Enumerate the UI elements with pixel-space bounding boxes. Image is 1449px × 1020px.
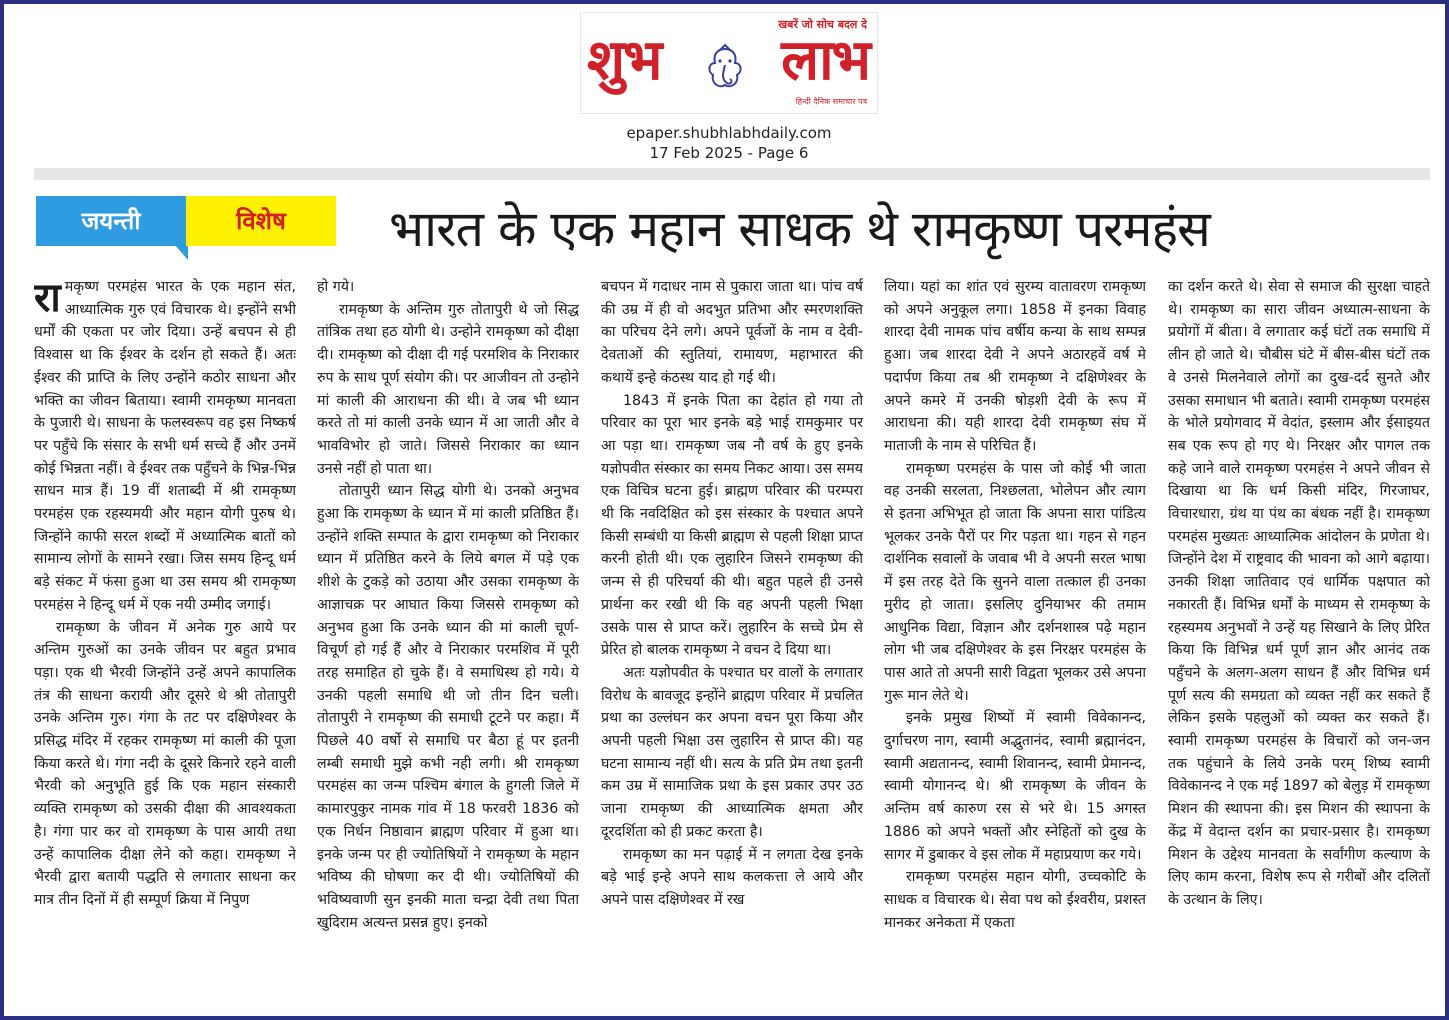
article-paragraph: तोतापुरी ध्यान सिद्ध योगी थे। उनको अनुभव हुआ कि रामकृष्ण के ध्यान में मां काली प्रतिष्ठित हैं। उन्होंने शक्ति सम्पात के द्वारा रामकृष्ण को निराकार ध्यान में प्रतिष्ठित करने के लिये बगल में पड़े एक शीशे के टुकड़े को उठाया और उसका रामकृष्ण के आज्ञाचक्र पर आघात किया जिससे रामकृष्ण को अनुभव हुआ कि उनके ध्यान की मां काली चूर्ण-विचूर्ण हो गई हैं और वे निराकार परमशिव में पूरी तरह समाहित हो चुके हैं। वे समाधिस्थ हो गये। ये उनकी पहली समाधि थी जो तीन दिन चली। तोतापुरी ने रामकृष्ण की समाधी टूटने पर कहा। मैं पिछले 40 वर्षो से समाधि पर बैठा हूं पर इतनी लम्बी समाधी मुझे कभी नही लगी। श्री रामकृष्ण परमहंस का जन्म पश्चिम बंगाल के हुगली जिले में कामारपुकुर नामक गांव में 18 फरवरी 1836 को एक निर्धन निष्ठावान ब्राह्मण परिवार में हुआ था। इनके जन्म पर ही ज्योतिषियों ने रामकृष्ण के महान भविष्य की घोषणा कर दी थी। ज्योतिषियों की भविष्यवाणी सुन इनकी माता चन्द्रा देवी तथा पिता खुदिराम अत्यन्त प्रसन्न हुए। इनको xyxy=(317,483,579,931)
article-paragraph: रामकृष्ण के जीवन में अनेक गुरु आये पर अन्तिम गुरुओं का उनके जीवन पर बहुत प्रभाव पड़ा। एक थी भैरवी जिन्होंने उन्हें अपने कापालिक तंत्र की साधना करायी और दूसरे थे श्री तोतापुरी उनके अन्तिम गुरु। गंगा के तट पर दक्षिणेश्वर के प्रसिद्ध मंदिर में रहकर रामकृष्ण मां काली की पूजा किया करते थे। गंगा नदी के दूसरे किनारे रहने वाली भैरवी को अनुभूति हुई कि एक महान संस्कारी व्यक्ति रामकृष्ण को उसकी दीक्षा की आवश्यकता है। गंगा पार कर वो रामकृष्ण के पास आयी तथा उन्हें कापालिक दीक्षा लेने को कहा। रामकृष्ण ने भैरवी द्वारा बतायी पद्धति से लगातार साधना कर मात्र तीन दिनों में ही सम्पूर्ण क्रिया में निपुण xyxy=(34,619,296,908)
logo-subtagline: हिन्दी दैनिक समाचार पत्र xyxy=(795,97,867,106)
article-paragraph: रामकृष्ण के अन्तिम गुरु तोतापुरी थे जो सिद्ध तांत्रिक तथा हठ योगी थे। उन्होने रामकृष्ण को दीक्षा दी। रामकृष्ण को दीक्षा दी गई परमशिव के निराकार रुप के साथ पूर्ण संयोग की। पर आजीवन तो उन्होने मां काली की आराधना की थी। वे जब भी ध्यान करते तो मां काली उनके ध्यान में आ जाती और वे भावविभोर हो जाते। जिससे निराकार का ध्यान उनसे नहीं हो पाता था। xyxy=(317,301,579,477)
section-tag-vishesh: विशेष xyxy=(186,196,336,246)
ganesha-icon xyxy=(699,43,751,95)
logo-tagline: खबरें जो सोच बदल दे xyxy=(778,18,867,31)
article-column-5 xyxy=(1168,276,1430,1012)
article-paragraph: इनके प्रमुख शिष्यों में स्वामी विवेकानन्द, दुर्गाचरण नाग, स्वामी अद्भुतानंद, स्वामी ब्रह्मानंदन, स्वामी अद्यतानन्द, स्वामी शिवानन्द, स्वामी प्रेमानन्द, स्वामी योगानन्द थे। श्री रामकृष्ण के जीवन के अन्तिम वर्ष कारुण रस से भरे थे। 15 अगस्त 1886 को अपने भक्तों और स्नेहितों को दुख के सागर में डुबाकर वे इस लोक में महाप्रयाण कर गये। xyxy=(884,710,1146,863)
article-paragraph: रामकृष्ण का मन पढ़ाई में न लगता देख इनके बड़े भाई इन्हे अपने साथ कलकत्ता ले आये और अपने पास दक्षिणेश्वर में रख xyxy=(601,846,863,908)
site-url[interactable]: epaper.shubhlabhdaily.com xyxy=(626,124,832,142)
section-tag-jayanti: जयन्ती xyxy=(36,196,186,246)
article-column-2 xyxy=(317,276,579,1012)
article-column-3 xyxy=(601,276,863,1012)
newspaper-logo[interactable] xyxy=(580,12,878,114)
article-paragraph: 1843 में इनके पिता का देहांत हो गया तो परिवार का पूरा भार इनके बड़े भाई रामकुमार पर आ पड़ा था। रामकृष्ण जब नौ वर्ष के हुए इनके यज्ञोपवीत संस्कार का समय निकट आया। उस समय एक विचित्र घटना हुई। ब्राह्मण परिवार की परम्परा थी कि नवदिक्षित को इस संस्कार के पश्चात अपने किसी सम्बंधी या किसी ब्राह्मण से पहली शिक्षा प्राप्त करनी होती थी। एक लुहारिन जिसने रामकृष्ण की जन्म से ही परिचर्या की थी। बहुत पहले ही उनसे प्रार्थना कर रखी थी कि वह अपनी पहली भिक्षा उसके पास से प्राप्त करें। लुहारिन के सच्चे प्रेम से प्रेरित हो बालक रामकृष्ण ने वचन दे दिया था। xyxy=(601,392,863,659)
article-paragraph: का दर्शन करते थे। सेवा से समाज की सुरक्षा चाहते थे। रामकृष्ण का सारा जीवन अध्यात्म-साधना के प्रयोगों में बीता। वे लगातार कई घंटों तक समाधि में लीन हो जाते थे। चौबीस घंटे में बीस-बीस घंटों तक वे उनसे मिलनेवाले लोगों का दुख-दर्द सुनते और उसका समाधान भी बताते। स्वामी रामकृष्ण परमहंस के भोले प्रयोगवाद में वेदांत, इस्लाम और ईसाइयत सब एक रूप हो गए थे। निरक्षर और पागल तक कहे जाने वाले रामकृष्ण परमहंस ने अपने जीवन से दिखाया था कि धर्म किसी मंदिर, गिरजाघर, विचारधारा, ग्रंथ या पंथ का बंधक नहीं है। रामकृष्ण परमहंस मुख्यतः आध्यात्मिक आंदोलन के प्रणेता थे। जिन्होंने देश में राष्ट्रवाद की भावना को आगे बढ़ाया। उनकी शिक्षा जातिवाद एवं धार्मिक पक्षपात को नकारती हैं। विभिन्न धर्मों के माध्यम से रामकृष्ण के रहस्यमय अनुभवों ने उन्हें यह सिखाने के लिए प्रेरित किया कि विभिन्न धर्म पूर्ण ज्ञान और आनंद तक पहुँचने के अलग-अलग साधन हैं और विभिन्न धर्म पूर्ण सत्य की समग्रता को व्यक्त नहीं कर सकते हैं लेकिन इसके पहलुओं को व्यक्त कर सकते हैं। स्वामी रामकृष्ण परमहंस के विचारों को जन-जन तक पहुंचाने के लिये उनके परम् शिष्य स्वामी विवेकानन्द ने एक मई 1897 को बेलुड़ में रामकृष्ण मिशन की स्थापना की। इस मिशन की स्थापना के केंद्र में वेदान्त दर्शन का प्रचार-प्रसार है। रामकृष्ण मिशन के उद्देश्य मानवता के सर्वांगीण कल्याण के लिए काम करना, विशेष रूप से गरीबों और दलितों के उत्थान के लिए। xyxy=(1168,279,1430,908)
article-paragraph: रामकृष्ण परमहंस महान योगी, उच्चकोटि के साधक व विचारक थे। सेवा पथ को ईश्वरीय, प्रशस्त मानकर अनेकता में एकता xyxy=(884,869,1146,931)
logo-word-labh: लाभ xyxy=(781,28,869,93)
article-paragraph: हो गये। xyxy=(317,279,355,295)
article-column-4 xyxy=(884,276,1146,1012)
article-column-1 xyxy=(34,276,296,1012)
paragraph-text: मकृष्ण परमहंस भारत के एक महान संत, आध्यात्मिक गुरु एवं विचारक थे। इन्होंने सभी धर्मों की एकता पर जोर दिया। उन्हें बचपन से ही विश्वास था कि ईश्वर के दर्शन हो सकते हैं। अतः ईश्वर की प्राप्ति के लिए उन्होंने कठोर साधना और भक्ति का जीवन बिताया। स्वामी रामकृष्ण मानवता के पुजारी थे। साधना के फलस्वरूप वह इस निष्कर्ष पर पहुँचे कि संसार के सभी धर्म सच्चे हैं और उनमें कोई भिन्नता नहीं। वे ईश्वर तक पहुँचने के भिन्न-भिन्न साधन मात्र हैं। 19 वीं शताब्दी में श्री रामकृष्ण परमहंस एक रहस्यमयी और महान योगी पुरुष थे। जिन्होंने काफी सरल शब्दों में अध्यात्मिक बातों को सामान्य लोगों के सामने रखा। जिस समय हिन्दू धर्म बड़े संकट में फंसा हुआ था उस समय श्री रामकृष्ण परमहंस ने हिन्दू धर्म में एक नयी उम्मीद जगाई। xyxy=(34,279,296,613)
article-headline: भारत के एक महान साधक थे रामकृष्ण परमहंस xyxy=(389,200,1210,258)
article-paragraph: लिया। यहां का शांत एवं सुरम्य वातावरण रामकृष्ण को अपने अनुकूल लगा। 1858 में इनका विवाह शारदा देवी नामक पांच वर्षीय कन्या के साथ सम्पन्न हुआ। जब शारदा देवी ने अपने अठारहवें वर्ष मे पदार्पण किया तब श्री रामकृष्ण ने दक्षिणेश्वर के अपने कमरे में उनकी षोड़शी देवी के रूप में आराधना की। यही शारदा देवी रामकृष्ण संघ में माताजी के नाम से परिचित हैं। xyxy=(884,279,1146,454)
article-paragraph: बचपन में गदाधर नाम से पुकारा जाता था। पांच वर्ष की उम्र में ही वो अदभुत प्रतिभा और स्मरणशक्ति का परिचय देने लगे। अपने पूर्वजों के नाम व देवी- देवताओं की स्तुतियां, रामायण, महाभारत की कथायें इन्हे कंठस्थ याद हो गई थी। xyxy=(601,279,863,386)
article-paragraph xyxy=(34,276,296,617)
article-paragraph: अतः यज्ञोपवीत के पश्चात घर वालों के लगातार विरोध के बावजूद इन्होंने ब्राह्मण परिवार में प्रचलित प्रथा का उल्लंघन कर अपना वचन पूरा किया और अपनी पहली भिक्षा उस लुहारिन से प्राप्त की। यह घटना सामान्य नहीं थी। सत्य के प्रति प्रेम तथा इतनी कम उम्र में सामाजिक प्रथा के इस प्रकार उपर उठ जाना रामकृष्ण की आध्यात्मिक क्षमता और दूरदर्शिता को ही प्रकट करता है। xyxy=(601,664,863,840)
logo-word-shubh: शुभ xyxy=(587,28,661,93)
edition-date-page: 17 Feb 2025 - Page 6 xyxy=(649,144,809,162)
article-paragraph: रामकृष्ण परमहंस के पास जो कोई भी जाता वह उनकी सरलता, निश्छलता, भोलेपन और त्याग से इतना अभिभूत हो जाता कि अपना सारा पांडित्य भूलकर उनके पैरों पर गिर पड़ता था। गहन से गहन दार्शनिक सवालों के जवाब भी वे अपनी सरल भाषा में इस तरह देते कि सुनने वाला तत्काल ही उनका मुरीद हो जाता। इसलिए दुनियाभर की तमाम आधुनिक विद्या, विज्ञान और दर्शनशास्त्र पढ़े महान लोग भी जब दक्षिणेश्वर के इस निरक्षर परमहंस के पास आते तो अपनी सारी विद्वता भूलकर उसे अपना गुरू मान लेते थे। xyxy=(884,460,1146,704)
section-tag-pointer xyxy=(174,244,188,260)
drop-cap: रा xyxy=(34,276,61,321)
header-divider xyxy=(34,168,1430,180)
